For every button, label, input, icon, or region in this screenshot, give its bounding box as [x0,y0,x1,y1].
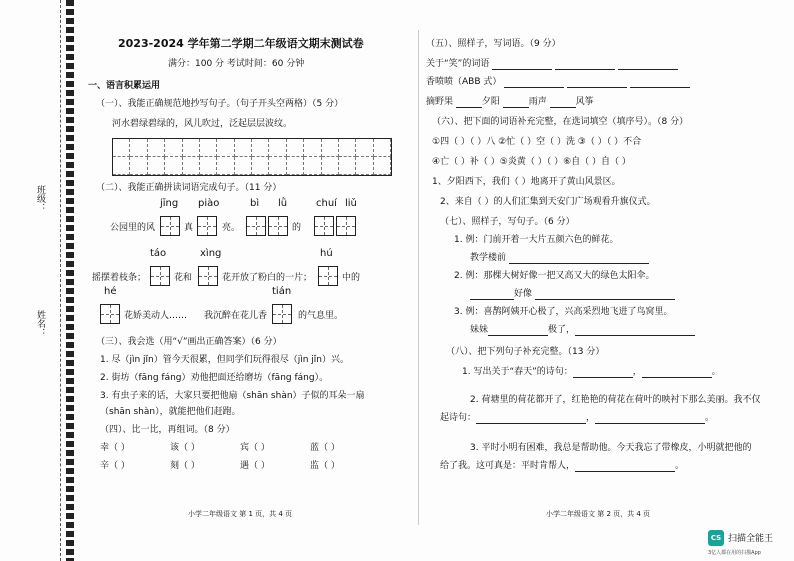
q7-prompt-2: 好像 [514,289,533,299]
question-8: （八）、把下列句子补充完整。（13 分） [446,347,605,357]
pinyin-tian: tián [272,286,292,297]
class-label: 班级： [35,185,45,212]
answer-line[interactable] [470,289,514,300]
tianzi-box[interactable] [150,266,170,286]
exam-meta: 满分：100 分 考试时间：60 分钟 [168,59,305,69]
binding-line [60,0,61,561]
question-2: （二）、我能正确拼读词语完成句子。（11 分） [96,183,282,193]
compare-item: 辛（ ） [100,461,130,471]
answer-line[interactable] [575,325,695,336]
page-footer-right: 小学二年级语文 第 2 页，共 4 页 [546,510,651,518]
q8-line-1: 1. 写出关于“春天”的诗句： ， 。 [462,367,721,377]
tianzi-box[interactable] [160,216,180,236]
pinyin-bi: bì [250,198,260,209]
q5-line-3 [426,96,594,108]
line1-text-d: 的 [292,223,302,233]
answer-line[interactable] [476,413,586,424]
q5-word: 摘野果 [426,97,454,107]
compare-item: 蓝（ ） [310,443,340,453]
compare-item: 宾（ ） [240,443,270,453]
binding-strip [66,0,74,561]
q3-line-2: 2. 街坊（fāng fáng）劝他把面还给磨坊（fāng fáng）。 [100,373,329,383]
compare-item: 刻（ ） [170,461,200,471]
pinyin-xing: xìng [200,248,222,259]
q7-answer-1 [470,252,649,264]
answer-line[interactable] [504,77,564,88]
pinyin-jing: jīng [160,198,179,209]
answer-line[interactable] [550,97,576,108]
question-3: （三）、我会选（用“√”画出正确答案）（6 分） [96,337,282,347]
q7-prompt-1: 教学楼前 [470,253,507,263]
exam-title: 2023-2024 学年第二学期二年级语文期末测试卷 [118,37,364,50]
name-label: 姓名： [35,310,45,337]
q5-line-2 [426,76,690,88]
q5-line-1 [426,58,678,70]
question-7: （七）、照样子，写句子。（6 分） [440,217,575,227]
page-divider [418,30,419,525]
answer-line[interactable] [503,97,529,108]
q5-label-1: 关于“笑”的词语 [426,59,490,69]
brand-name: 扫描全能王 [728,534,774,544]
q5-word: 夕阳 [481,97,500,107]
brand-slogan: 3亿人都在用的扫描App [708,550,761,556]
q6-line-4: 2、来自（ ）的人们汇集到天安门广场观看升旗仪式。 [440,197,656,207]
answer-line[interactable] [618,59,678,70]
tianzi-box[interactable] [336,216,356,236]
answer-line[interactable] [630,77,690,88]
q6-line-2: ④亡（ ）补（ ）⑤炎黄（ ）（ ）⑥自（ ）自（ ） [432,157,631,167]
q8-line-4: 3. 平时小明有困难，我总是帮助他。今天我忘了带橡皮，小明就把他的 [470,443,752,453]
answer-line[interactable] [573,367,633,378]
tianzi-box[interactable] [246,216,266,236]
q6-line-3: 1、夕阳西下，我们（ ）地离开了黄山风景区。 [432,177,621,187]
q7-prompt-3b: 极了， [548,325,576,335]
q7-example-3: 3. 例：喜鹊阿姨开心极了，兴高采烈地飞进了鸟窝里。 [454,307,673,317]
tianzi-box[interactable] [314,216,334,236]
line3-text-c: 的气息里。 [298,311,344,321]
compare-item: 监（ ） [310,461,340,471]
pinyin-chui: chuí [316,198,337,209]
q7-answer-2 [470,288,675,300]
answer-line[interactable] [535,289,675,300]
line1-text-c: 亮。 [222,223,241,233]
question-6: （六）、把下面的词语补充完整，在选词填空（填序号）。（8 分） [432,117,689,127]
q6-line-1: ①四（ ）（ ）八 ②忙（ ）空（ ）洗 ③（ ）（ ）不合 [432,137,642,147]
line2-text-d: 中的 [342,273,361,283]
pinyin-tao: táo [150,248,167,259]
answer-line[interactable] [488,325,548,336]
q5-word: 雨声 [528,97,547,107]
q7-example-2: 2. 例：那棵大树好像一把又高又大的绿色太阳伞。 [454,271,655,281]
q3-line-4: （shān shàn），就能把他们赶跑。 [100,407,241,417]
q8-prompt-3: 起诗句： [440,413,477,423]
tianzi-box[interactable] [318,266,338,286]
page-footer-left: 小学二年级语文 第 1 页，共 4 页 [188,510,293,518]
q8-line-2: 2. 荷塘里的荷花都开了，红艳艳的荷花在荷叶的映衬下那么美丽。我不仅 [470,395,761,405]
answer-line[interactable] [456,97,482,108]
question-5: （五）、照样子，写词语。（9 分） [426,39,561,49]
section-1: 一、语言积累运用 [88,81,161,91]
q5-label-2: 香喷喷（ABB 式） [426,77,502,87]
q8-prompt-5: 给了我。这可真是：平时肯帮人， [440,461,576,471]
answer-line[interactable] [555,59,615,70]
q7-example-1: 1. 例：门前开着一大片五颜六色的鲜花。 [454,235,619,245]
line3-text-b: 我沉醉在花儿香 [204,311,268,321]
q8-prompt-1: 1. 写出关于“春天”的诗句： [462,367,573,377]
tianzi-box[interactable] [197,216,217,236]
pinyin-piao: piào [198,198,220,209]
q8-line-3: 起诗句： ， 。 [440,413,715,423]
tianzi-box[interactable] [272,304,292,324]
pinyin-hu: hú [320,248,333,259]
line2-text-c: 花开放了粉白的一片； [222,273,313,283]
tianzi-box[interactable] [268,216,288,236]
pinyin-he: hé [104,286,117,297]
pinyin-lv: lǜ [278,198,288,209]
line1-text-b: 真 [184,223,194,233]
answer-line[interactable] [509,253,649,264]
compare-item: 遇（ ） [240,461,270,471]
copy-grid[interactable] [112,138,392,176]
answer-line[interactable] [492,59,552,70]
compare-item: 该（ ） [170,443,200,453]
q3-line-3: 3. 有虫子来的话，大家只要把他扇（shān shàn）子似的耳朵一扇 [100,391,365,401]
question-4: （四）、比一比，再组词。（8 分） [100,425,235,435]
tianzi-box[interactable] [100,304,120,324]
q7-prompt-3a: 妹妹 [470,325,489,335]
pinyin-liu: liǔ [345,198,357,209]
q8-line-5: 给了我。这可真是：平时肯帮人， 。 [440,461,685,471]
tianzi-box[interactable] [198,266,218,286]
answer-line[interactable] [567,77,627,88]
answer-line[interactable] [642,367,712,378]
q5-word: 风筝 [575,97,594,107]
question-1: （一）、我能正确规范地抄写句子。（句子开头空两格）（5 分） [96,99,344,109]
line3-text-a: 花娇美动人…… [124,311,188,321]
line2-text-b: 花和 [174,273,193,283]
cs-logo-icon: CS [708,530,724,546]
copy-sentence: 河水碧绿碧绿的，风儿吹过，泛起层层波纹。 [112,119,293,129]
line2-text-a: 摇摆着枝条； [92,273,147,283]
line1-text-a: 公园里的风 [110,223,156,233]
q3-line-1: 1. 尽（jìn jǐn）管今天很累，但同学们玩得很尽（jìn jǐn）兴。 [100,355,349,365]
answer-line[interactable] [595,413,705,424]
compare-item: 幸（ ） [100,443,130,453]
answer-line[interactable] [575,461,675,472]
q7-answer-3 [470,324,695,336]
